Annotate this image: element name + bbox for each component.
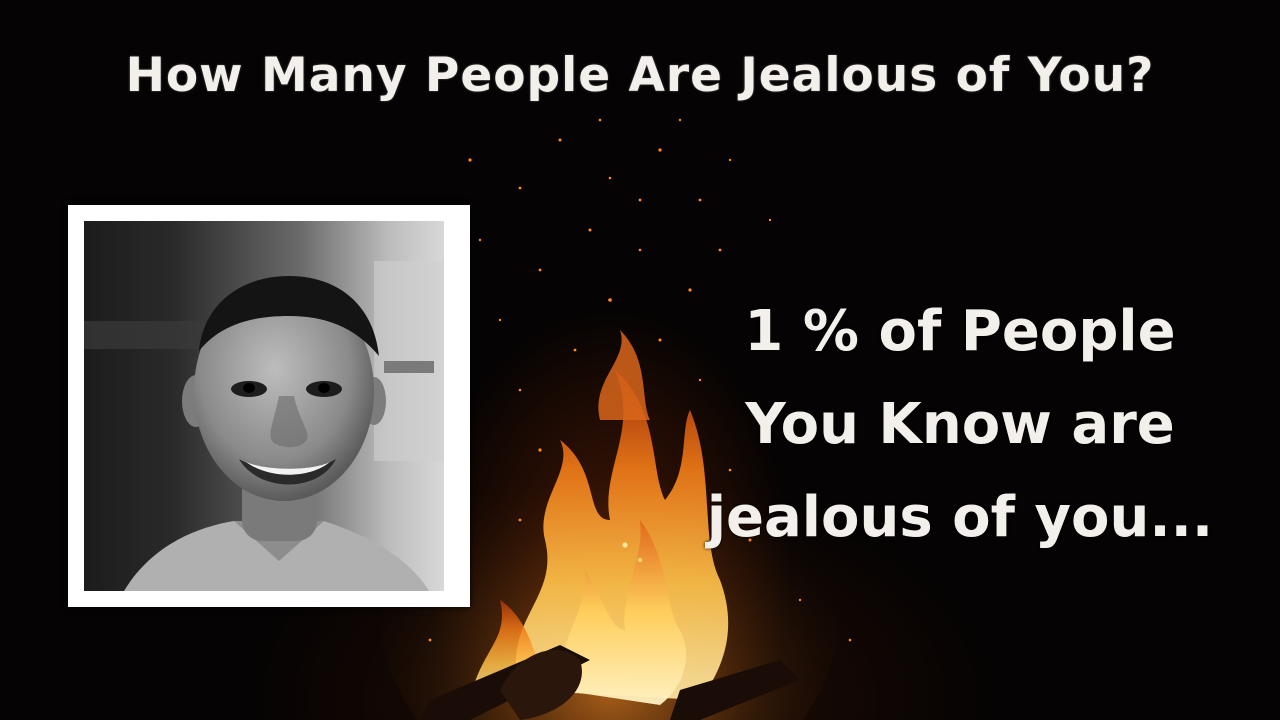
portrait-photo-icon <box>84 221 444 591</box>
message-line-3: jealous of you... <box>706 485 1214 550</box>
portrait-frame <box>68 205 470 607</box>
message-line-1: 1 % of People <box>744 299 1176 364</box>
message-line-2: You Know are <box>745 392 1175 457</box>
portrait-photo <box>84 221 444 591</box>
page-title: How Many People Are Jealous of You? <box>125 48 1155 103</box>
message-block <box>660 285 1260 564</box>
